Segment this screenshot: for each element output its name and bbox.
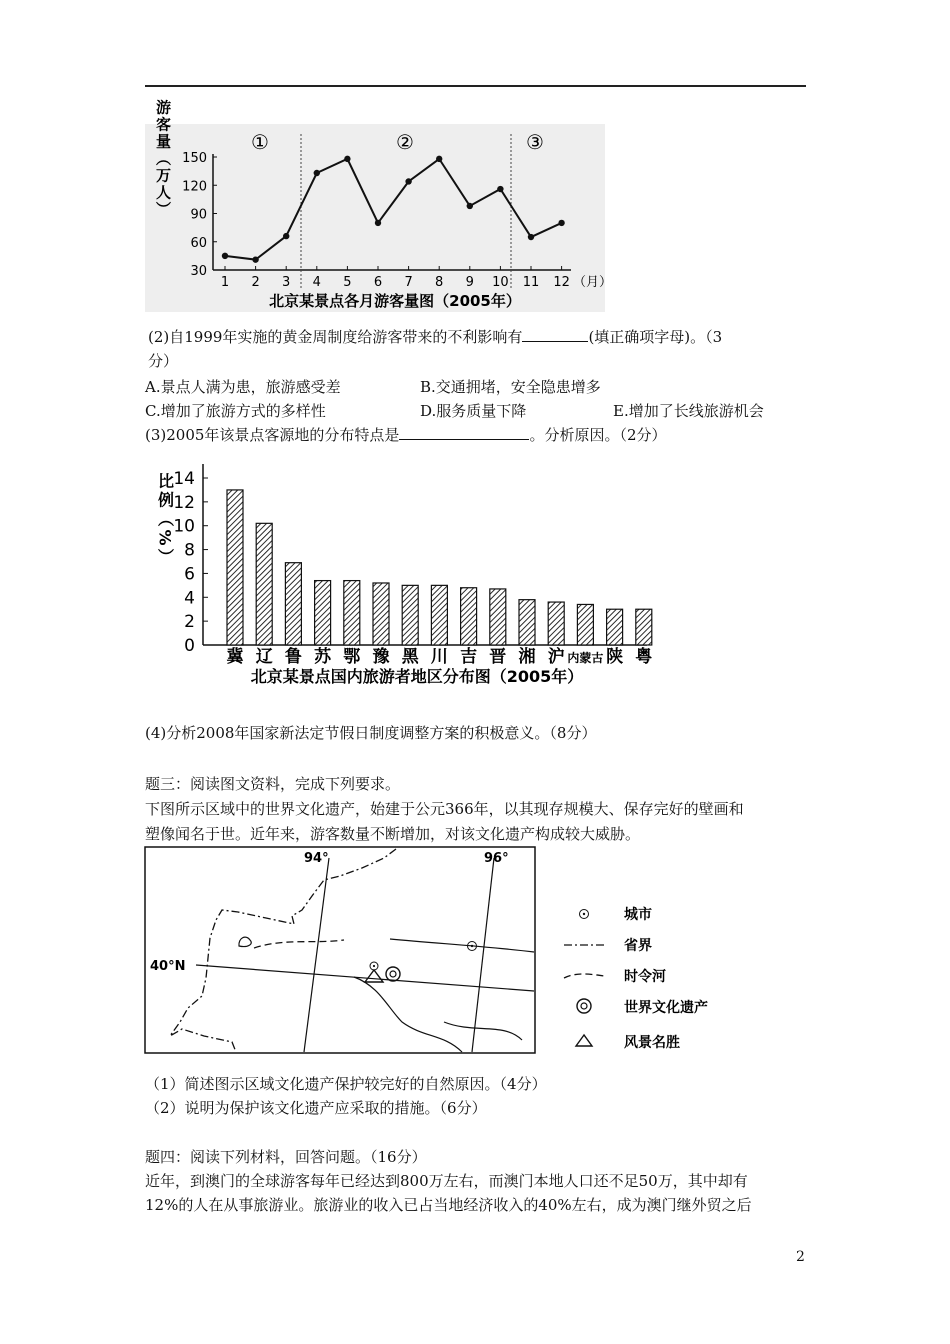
y-tick-label: 0 [184, 636, 195, 656]
y-tick-label: 10 [173, 516, 195, 537]
map-legend [564, 906, 708, 1051]
chart1-title: 北京某景点各月游客量图（2005年） [269, 292, 521, 310]
section3-q1: （1）简述图示区域文化遗产保护较完好的自然原因。（4分） [145, 1075, 547, 1093]
x-tick-label: 冀 [226, 647, 244, 667]
y-tick-label: 2 [184, 612, 195, 633]
data-point [314, 170, 320, 176]
x-tick-label: 晋 [489, 647, 507, 667]
y-tick-label: 6 [184, 564, 195, 585]
bar [402, 585, 418, 645]
bar [636, 609, 652, 645]
heritage-icon [577, 999, 591, 1013]
x-tick-label: 湘 [518, 647, 536, 667]
x-tick-label: 3 [282, 275, 291, 290]
x-tick-label: 粤 [635, 647, 653, 667]
bar [607, 609, 623, 645]
bar [577, 604, 593, 645]
bar [227, 490, 243, 645]
x-tick-label: 沪 [547, 647, 565, 667]
data-point [344, 156, 350, 162]
x-tick-label: 9 [465, 275, 474, 290]
x-tick-label: 2 [251, 275, 260, 290]
y-axis-label: 比例（%） [155, 472, 175, 568]
q3-text: (3)2005年该景点客源地的分布特点是 。分析原因。（2分） [145, 426, 667, 444]
bar [373, 583, 389, 645]
bar [519, 600, 535, 645]
data-point [283, 233, 289, 239]
q2-option-e: E.增加了长线旅游机会 [613, 402, 764, 420]
bar [431, 585, 447, 645]
x-tick-label: 内蒙古 [567, 651, 604, 665]
monthly-visitors-chart [145, 99, 613, 312]
bar [315, 581, 331, 645]
x-tick-label: 豫 [372, 647, 390, 667]
legend-scenic: 风景名胜 [624, 1035, 680, 1051]
x-tick-label: 吉 [460, 647, 478, 667]
lon-label-94: 94° [304, 851, 329, 866]
y-tick-label: 4 [184, 588, 195, 609]
x-tick-label: 黑 [401, 647, 419, 667]
x-tick-label: 6 [373, 275, 383, 290]
q2-answer-blank[interactable] [522, 327, 588, 342]
bar [256, 523, 272, 645]
map-frame [145, 847, 535, 1053]
scenic-spot-icon [576, 1035, 592, 1046]
section4-title: 题四：阅读下列材料，回答问题。（16分） [145, 1148, 427, 1166]
x-tick-label: 8 [435, 275, 444, 290]
data-point [528, 234, 534, 240]
data-point [467, 203, 473, 209]
bar [285, 563, 301, 645]
section3-para2: 塑像闻名于世。近年来，游客数量不断增加，对该文化遗产构成较大威胁。 [145, 825, 641, 843]
q3-answer-blank[interactable] [399, 425, 529, 440]
region-label-3: ③ [526, 130, 544, 154]
data-point [405, 178, 411, 184]
header-rule [145, 85, 806, 87]
region-label-2: ② [396, 130, 414, 154]
x-tick-label: 4 [312, 275, 321, 290]
legend-city: 城市 [624, 907, 652, 923]
bar [461, 588, 477, 645]
bar [548, 602, 564, 645]
x-tick-label: 1 [220, 275, 230, 290]
y-tick-label: 8 [184, 540, 195, 561]
x-tick-label: 7 [404, 275, 413, 290]
y-tick-label: 150 [182, 151, 207, 166]
y-tick-label: 60 [190, 235, 207, 251]
data-point [497, 186, 503, 192]
section4-para2: 12%的人在从事旅游业。旅游业的收入已占当地经济收入的40%左右，成为澳门继外贸之后 [145, 1196, 752, 1214]
x-tick-label: 12 [553, 275, 570, 290]
x-tick-label: 5 [343, 275, 352, 290]
x-tick-label: 鄂 [343, 647, 361, 667]
y-tick-label: 12 [173, 492, 195, 513]
x-tick-label: 11 [522, 275, 540, 290]
x-tick-label: 川 [430, 647, 448, 667]
data-point [252, 256, 258, 262]
data-point [375, 220, 381, 226]
bar [490, 589, 506, 645]
lon-label-96: 96° [484, 851, 509, 866]
x-tick-label: 10 [492, 275, 509, 290]
section3-q2: （2）说明为保护该文化遗产应采取的措施。（6分） [145, 1099, 487, 1117]
q2-line1: (2)自1999年实施的黄金周制度给游客带来的不利影响有 (填正确项字母)。（3 [148, 328, 723, 346]
legend-province: 省界 [624, 938, 652, 954]
q4-text: (4)分析2008年国家新法定节假日制度调整方案的积极意义。（8分） [145, 724, 597, 742]
q2-line2: 分） [148, 352, 179, 370]
section3-para1: 下图所示区域中的世界文化遗产，始建于公元366年，以其现存规模大、保存完好的壁画和 [145, 800, 744, 818]
y-tick-label: 30 [190, 264, 207, 279]
section3-title: 题三：阅读图文资料，完成下列要求。 [145, 775, 401, 793]
q2-option-c: C.增加了旅游方式的多样性 [145, 402, 326, 420]
region-distribution-chart [145, 452, 665, 692]
city-icon [580, 910, 589, 919]
x-unit-label: （月） [573, 275, 613, 290]
lat-label: 40°N [150, 959, 186, 974]
x-tick-label: 陕 [606, 647, 624, 667]
y-axis-label: 游客量（万人） [154, 99, 172, 219]
page-number: 2 [796, 1249, 805, 1265]
x-tick-label: 辽 [255, 647, 273, 667]
legend-river: 时令河 [624, 969, 666, 985]
q2-option-b: B.交通拥堵，安全隐患增多 [420, 378, 601, 396]
x-tick-label: 苏 [314, 647, 332, 667]
data-point [436, 156, 442, 162]
y-tick-label: 14 [173, 469, 195, 489]
region-map [144, 846, 754, 1056]
q2-option-a: A.景点人满为患，旅游感受差 [145, 378, 341, 396]
seasonal-river-icon [564, 974, 604, 978]
data-point [222, 253, 228, 259]
region-label-1: ① [251, 130, 269, 154]
legend-heritage: 世界文化遗产 [624, 1000, 708, 1016]
x-tick-label: 鲁 [284, 647, 302, 667]
y-tick-label: 90 [190, 207, 207, 223]
data-point [558, 220, 564, 226]
bar [344, 581, 360, 645]
chart2-title: 北京某景点国内旅游者地区分布图（2005年） [250, 667, 584, 686]
q2-option-d: D.服务质量下降 [420, 402, 527, 420]
section4-para1: 近年，到澳门的全球游客每年已经达到800万左右，而澳门本地人口还不足50万，其中却有 [145, 1172, 748, 1190]
y-tick-label: 120 [182, 179, 207, 195]
